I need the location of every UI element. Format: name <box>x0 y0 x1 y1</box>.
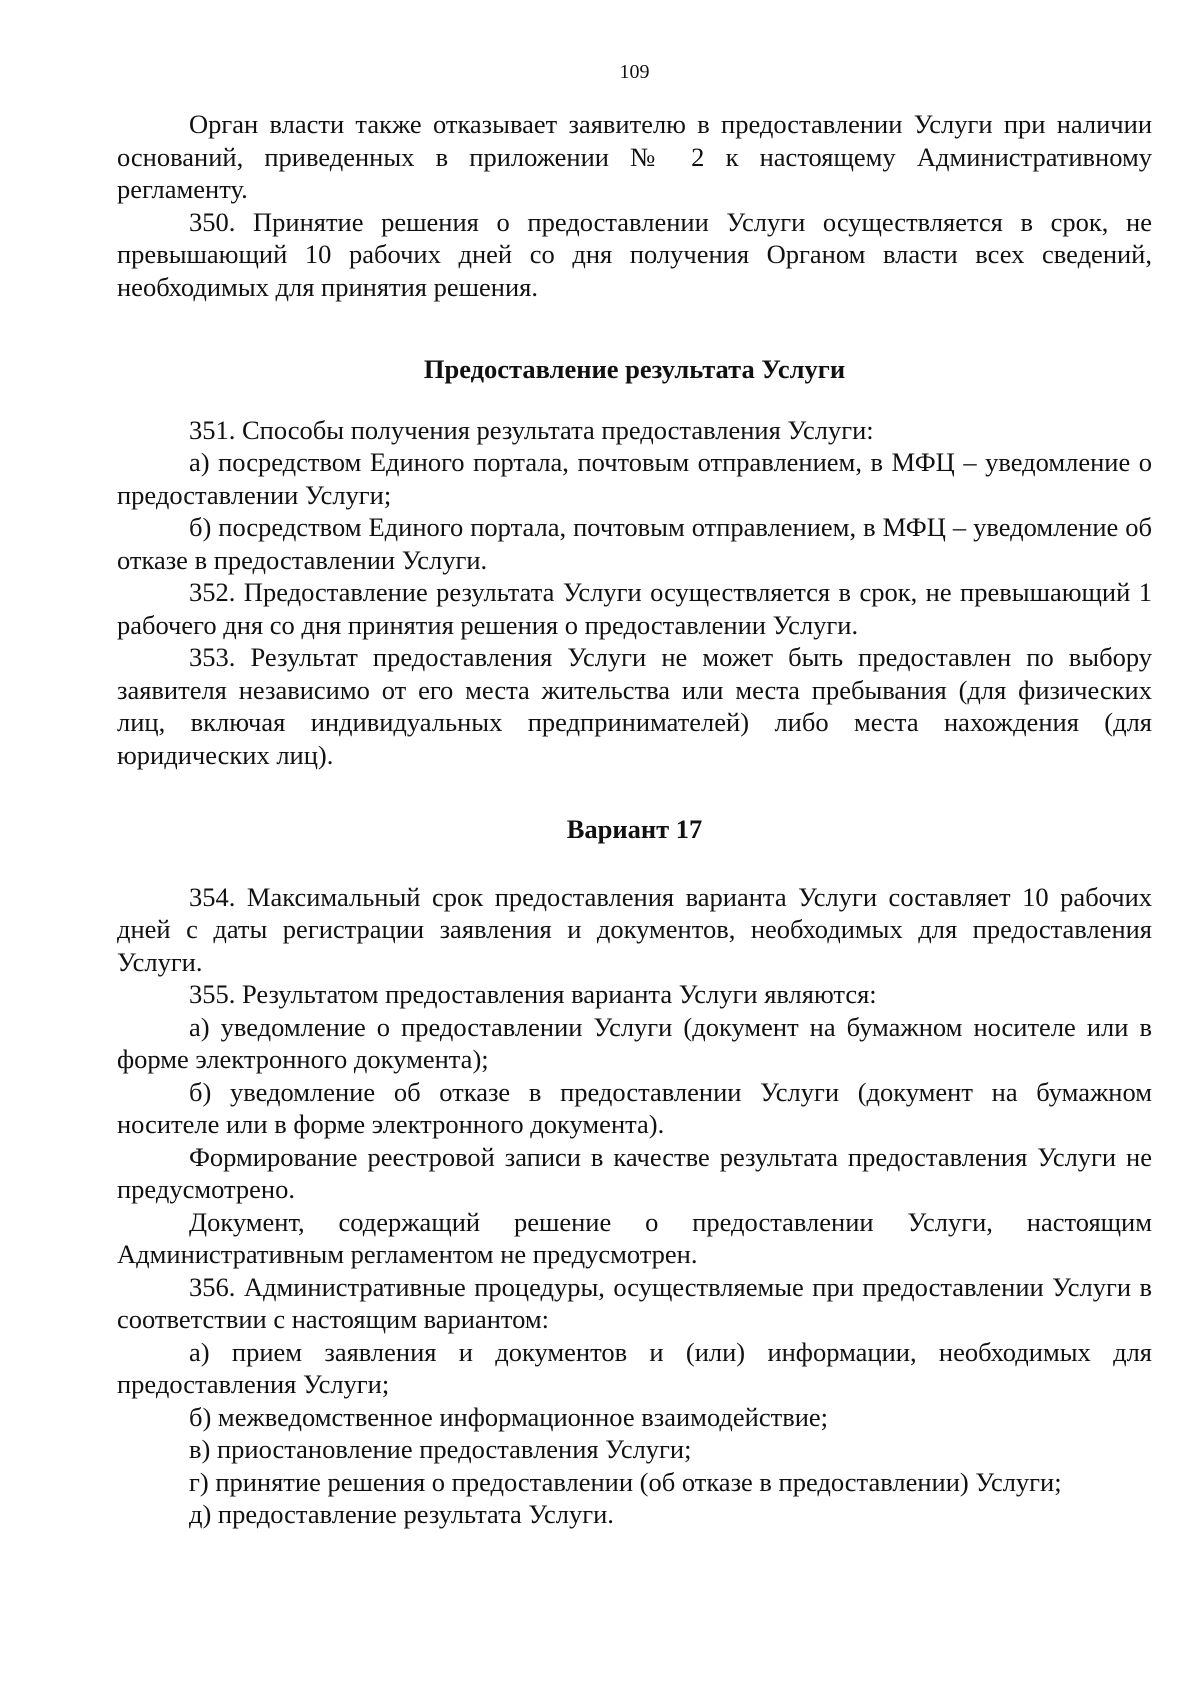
paragraph-351-a: а) посредством Единого портала, почтовым отправлением, в МФЦ – уведомление о предоставлении Услуги; <box>117 447 1152 510</box>
paragraph-350: 350. Принятие решения о предоставлении Услуги осуществляется в срок, не превышающий 10 рабочих дней со дня получения Органом власти всех сведений, необходимых для принятия решения. <box>117 206 1152 302</box>
paragraph-356-g: г) принятие решения о предоставлении (об отказе в предоставлении) Услуги; <box>189 1466 1062 1497</box>
paragraph-355-b: б) уведомление об отказе в предоставлении Услуги (документ на бумажном носителе или в форме электронного документа). <box>117 1076 1152 1139</box>
paragraph-356-v: в) приостановление предоставления Услуги; <box>189 1434 692 1464</box>
paragraph-355: 355. Результатом предоставления варианта Услуги являются: <box>189 979 877 1009</box>
paragraph-355-a: а) уведомление о предоставлении Услуги (документ на бумажном носителе или в форме электронного документа); <box>117 1011 1152 1074</box>
paragraph-356: 356. Административные процедуры, осуществляемые при предоставлении Услуги в соответствии с настоящим вариантом: <box>117 1271 1152 1334</box>
paragraph-351-b: б) посредством Единого портала, почтовым отправлением, в МФЦ – уведомление об отказе в предоставлении Услуги. <box>117 512 1152 575</box>
paragraph-356-a: а) прием заявления и документов и (или) информации, необходимых для предоставления Услуги; <box>117 1336 1152 1399</box>
paragraph-354: 354. Максимальный срок предоставления варианта Услуги составляет 10 рабочих дней с даты регистрации заявления и документов, необходимых для предоставления Услуги. <box>117 881 1152 977</box>
paragraph-356-d: д) предоставление результата Услуги. <box>189 1499 614 1529</box>
paragraph-registry-record: Формирование реестровой записи в качестве результата предоставления Услуги не предусмотрено. <box>117 1141 1152 1204</box>
document-page <box>117 60 1152 1531</box>
paragraph-353: 353. Результат предоставления Услуги не может быть предоставлен по выбору заявителя независимо от его места жительства или места пребывания (для физических лиц, включая индивидуальных предпринимателей) либо места нахождения (для юридических лиц). <box>117 642 1152 770</box>
paragraph-refusal-grounds: Орган власти также отказывает заявителю в предоставлении Услуги при наличии оснований, приведенных в приложении № 2 к настоящему Административному регламенту. <box>117 109 1152 204</box>
section-heading-variant: Вариант 17 <box>566 814 703 844</box>
paragraph-351: 351. Способы получения результата предоставления Услуги: <box>189 414 874 445</box>
paragraph-356-b: б) межведомственное информационное взаимодействие; <box>189 1401 829 1432</box>
section-heading-result: Предоставление результата Услуги <box>423 354 846 384</box>
paragraph-decision-document: Документ, содержащий решение о предоставлении Услуги, настоящим Административным регламентом не предусмотрен. <box>117 1206 1152 1269</box>
page-number: 109 <box>619 61 650 83</box>
paragraph-352: 352. Предоставление результата Услуги осуществляется в срок, не превышающий 1 рабочего дня со дня принятия решения о предоставлении Услуги. <box>117 577 1152 640</box>
